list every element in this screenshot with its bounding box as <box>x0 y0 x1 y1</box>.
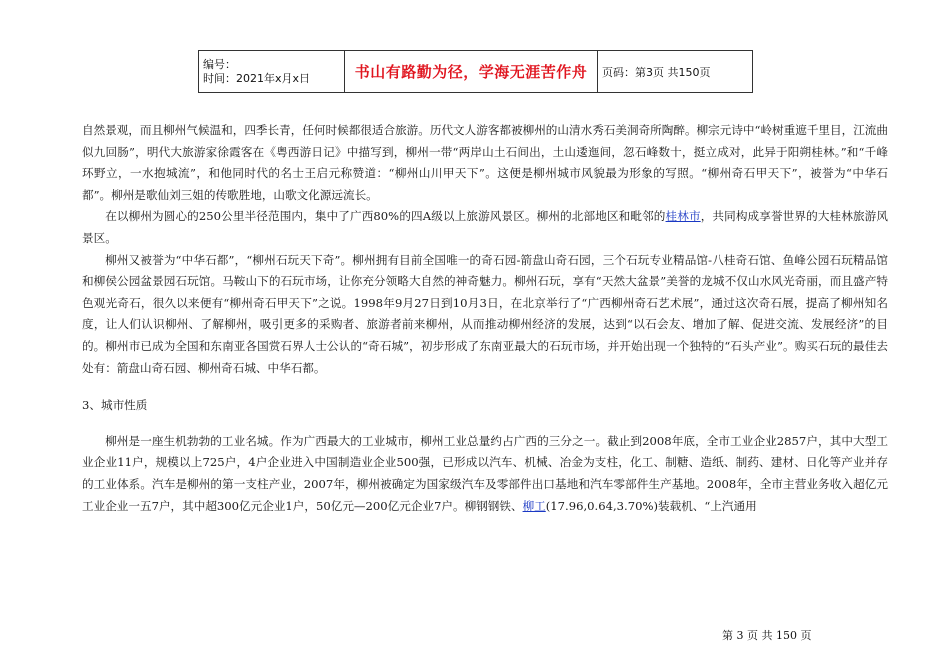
link-guilin[interactable]: 桂林市 <box>665 209 701 224</box>
header-meta <box>199 51 345 93</box>
header-page-label: 页码：第3页 共150页 <box>598 51 753 93</box>
header-motto: 书山有路勤为径，学海无涯苦作舟 <box>345 51 598 93</box>
paragraph-text: 柳州是一座生机勃勃的工业名城。作为广西最大的工业城市，柳州工业总量约占广西的三分之一。截止到2008年底，全市工业企业2857户，其中大型工业企业11户，规模以上725户，4户企业进入中国制造业企业500强，已形成以汽车、机械、冶金为支柱，化工、制糖、造纸、制药、建材、日化等产业并存的工业体系。汽车是柳州的第一支柱产业，2007年，柳州被确定为国家级汽车及零部件出口基地和汽车零部件生产基地。2008年，全市主营业务收入超亿元工业企业一五7户，其中超300亿元企业1户，50亿元—200亿元企业7户。柳钢钢铁、 <box>82 433 888 513</box>
page-footer: 第 3 页 共 150 页 <box>722 629 812 642</box>
document-time-label: 时间：2021年x月x日 <box>203 71 311 85</box>
document-body <box>82 120 888 517</box>
document-number-label: 编号： <box>203 57 236 71</box>
document-header <box>198 50 753 93</box>
link-liugong[interactable]: 柳工 <box>522 498 546 513</box>
paragraph-text: ，共同构成享誉世界的大桂林旅游风景区。 <box>82 209 888 245</box>
paragraph-text: (17.96,0.64,3.70%)装载机、“上汽通用 <box>545 498 757 513</box>
paragraph-tourism-radius <box>82 206 888 249</box>
paragraph-stone-capital: 柳州又被誉为“中华石都”，“柳州石玩天下奇”。柳州拥有目前全国唯一的奇石园-箭盘山奇石园，三个石玩专业精品馆-八桂奇石馆、鱼峰公园石玩精品馆和柳侯公园盆景园石玩馆。马鞍山下的石玩市场，让你充分领略大自然的神奇魅力。柳州石玩，享有“天然大盆景”美誉的龙城不仅山水风光奇丽，而且盛产特色观光奇石，很久以来便有“柳州奇石甲天下”之说。1998年9月27日到10月3日，在北京举行了“广西柳州奇石艺术展”，通过这次奇石展，提高了柳州知名度，让人们认识柳州、了解柳州，吸引更多的采购者、旅游者前来柳州，从而推动柳州经济的发展，达到“以石会友、增加了解、促进交流、发展经济”的目的。柳州市已成为全国和东南亚各国赏石界人士公认的“奇石城”，初步形成了东南亚最大的石玩市场，并开始出现一个独特的“石头产业”。购买石玩的最佳去处有：箭盘山奇石园、柳州奇石城、中华石都。 <box>82 252 888 375</box>
paragraph-scenery: 自然景观，而且柳州气候温和，四季长青，任何时候都很适合旅游。历代文人游客都被柳州的山清水秀石美洞奇所陶醉。柳宗元诗中“岭树重遮千里目，江流曲似九回肠”，明代大旅游家徐霞客在《粤西游日记》中描写到，柳州一带“两岸山土石间出，土山逶迤间，忽石峰数十，挺立成对，此异于阳朔桂林。”和“千峰环野立，一水抱城流”，和他同时代的名士王启元称赞道：“柳州山川甲天下”。这便是柳州城市风貌最为形象的写照。“柳州奇石甲天下”，被誉为“中华石都”。柳州是歌仙刘三姐的传歌胜地，山歌文化源远流长。 <box>82 123 888 202</box>
paragraph-text: 在以柳州为圆心的250公里半径范围内，集中了广西80%的四A级以上旅游风景区。柳州的北部地区和毗邻的 <box>105 209 666 224</box>
paragraph-industry <box>82 431 888 517</box>
section-title: 3、城市性质 <box>82 398 148 413</box>
